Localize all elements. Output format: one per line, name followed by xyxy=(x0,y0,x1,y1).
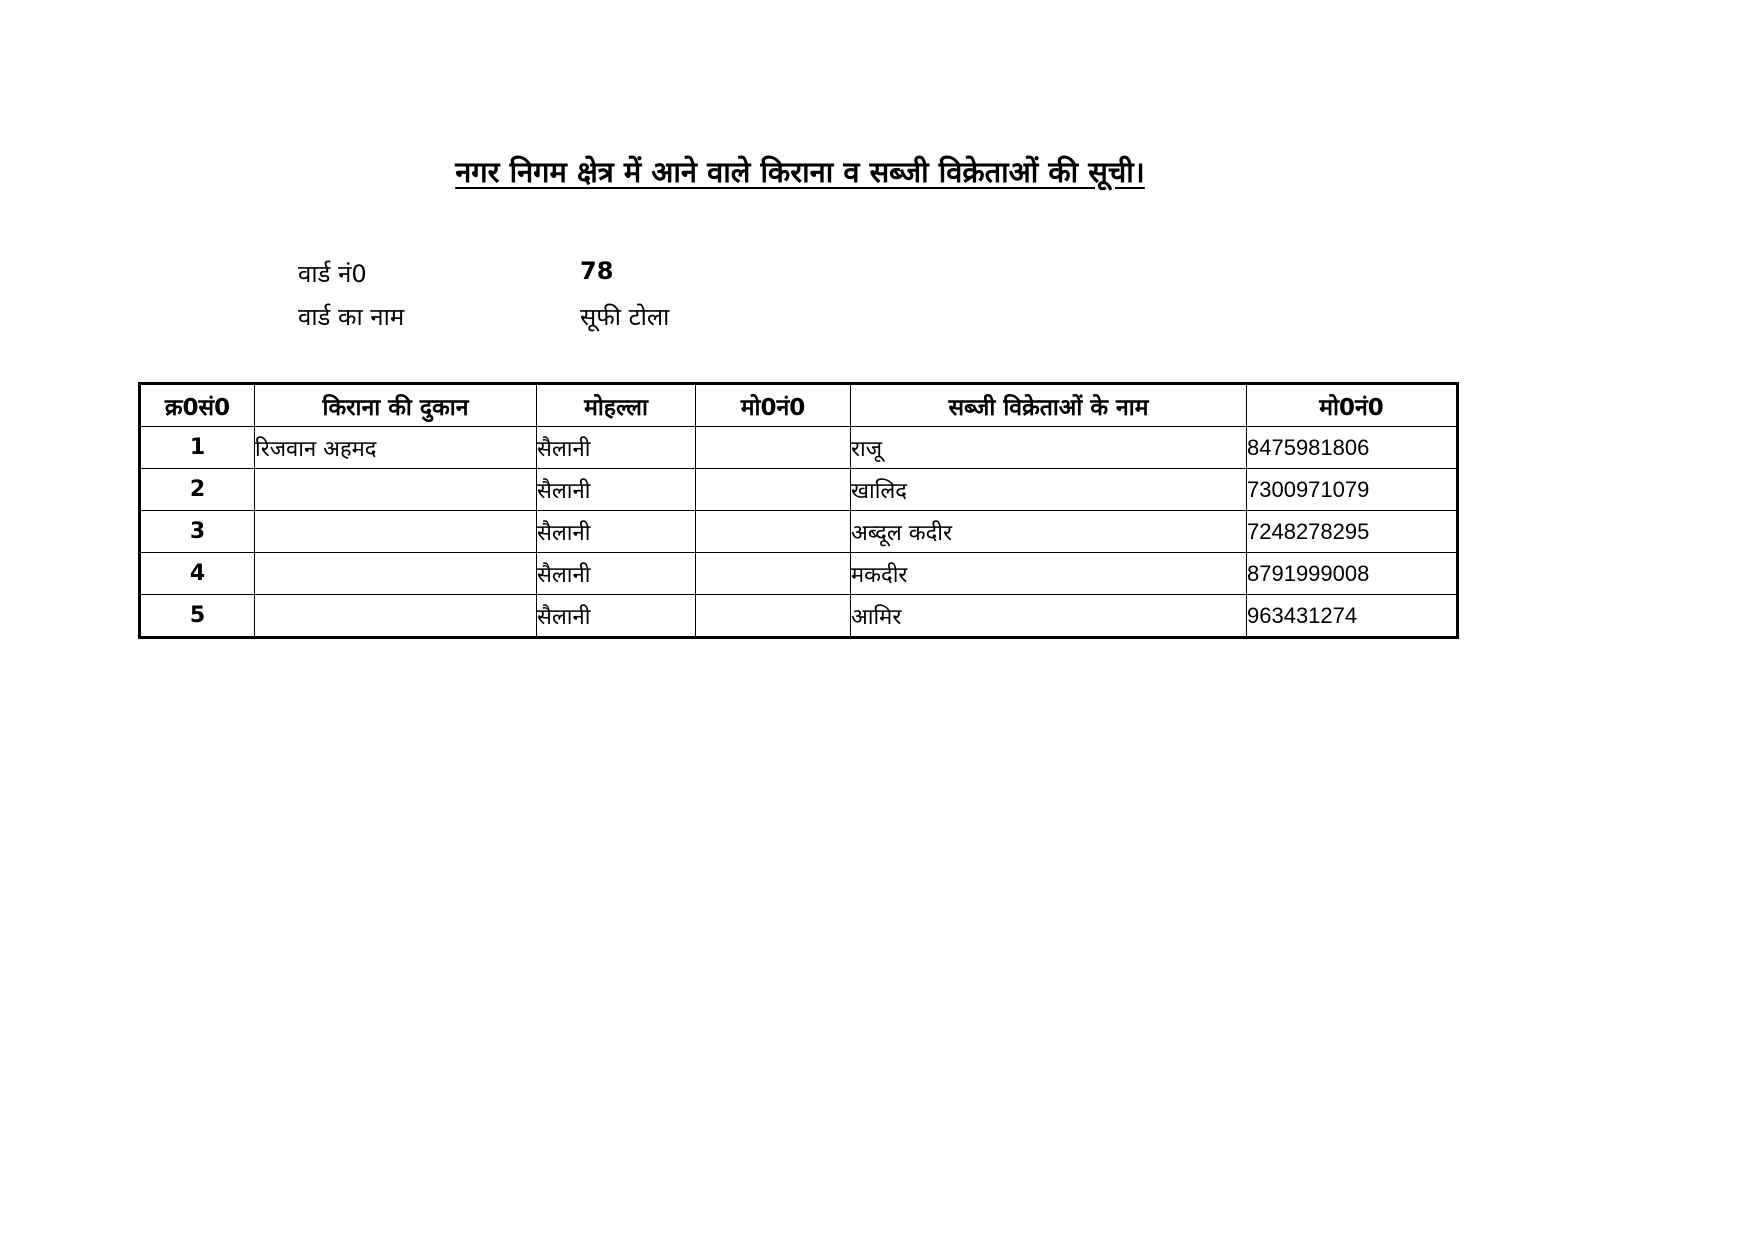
cell-grocery-shop: रिजवान अहमद xyxy=(255,427,537,469)
table-row xyxy=(140,595,1458,638)
cell-vendor-name: खालिद xyxy=(851,469,1247,511)
cell-serial-number: 1 xyxy=(140,427,255,469)
cell-mohalla: सैलानी xyxy=(537,427,696,469)
cell-serial-number: 5 xyxy=(140,595,255,638)
cell-mobile-number xyxy=(696,469,851,511)
header-vendor-mobile-number: मो0नं0 xyxy=(1247,384,1458,427)
cell-vendor-mobile-number: 7300971079 xyxy=(1247,469,1458,511)
ward-name-value: सूफी टोला xyxy=(580,303,670,331)
cell-vendor-name: आमिर xyxy=(851,595,1247,638)
table-row xyxy=(140,427,1458,469)
table-row xyxy=(140,553,1458,595)
cell-vendor-name: अब्दूल कदीर xyxy=(851,511,1247,553)
cell-grocery-shop xyxy=(255,469,537,511)
cell-serial-number: 2 xyxy=(140,469,255,511)
cell-vendor-mobile-number: 8791999008 xyxy=(1247,553,1458,595)
cell-mobile-number xyxy=(696,511,851,553)
cell-vendor-name: मकदीर xyxy=(851,553,1247,595)
cell-vendor-mobile-number: 7248278295 xyxy=(1247,511,1458,553)
cell-mohalla: सैलानी xyxy=(537,511,696,553)
vendors-table xyxy=(138,382,1459,639)
cell-serial-number: 4 xyxy=(140,553,255,595)
cell-vendor-mobile-number: 8475981806 xyxy=(1247,427,1458,469)
cell-mobile-number xyxy=(696,595,851,638)
table-row xyxy=(140,511,1458,553)
cell-mobile-number xyxy=(696,553,851,595)
cell-vendor-mobile-number: 963431274 xyxy=(1247,595,1458,638)
page-title: नगर निगम क्षेत्र में आने वाले किराना व सब्जी विक्रेताओं की सूची। xyxy=(455,155,1145,189)
cell-mobile-number xyxy=(696,427,851,469)
table-header-row xyxy=(140,384,1458,427)
cell-mohalla: सैलानी xyxy=(537,553,696,595)
cell-serial-number: 3 xyxy=(140,511,255,553)
cell-mohalla: सैलानी xyxy=(537,595,696,638)
cell-mohalla: सैलानी xyxy=(537,469,696,511)
ward-number-value: 78 xyxy=(580,257,614,285)
header-serial-number: क्र0सं0 xyxy=(140,384,255,427)
header-mohalla: मोहल्ला xyxy=(537,384,696,427)
cell-grocery-shop xyxy=(255,553,537,595)
ward-number-label: वार्ड नं0 xyxy=(298,260,367,288)
cell-grocery-shop xyxy=(255,511,537,553)
header-grocery-shop: किराना की दुकान xyxy=(255,384,537,427)
table-row xyxy=(140,469,1458,511)
cell-grocery-shop xyxy=(255,595,537,638)
ward-name-label: वार्ड का नाम xyxy=(298,303,405,331)
header-mobile-number: मो0नं0 xyxy=(696,384,851,427)
header-vendor-name: सब्जी विक्रेताओं के नाम xyxy=(851,384,1247,427)
cell-vendor-name: राजू xyxy=(851,427,1247,469)
